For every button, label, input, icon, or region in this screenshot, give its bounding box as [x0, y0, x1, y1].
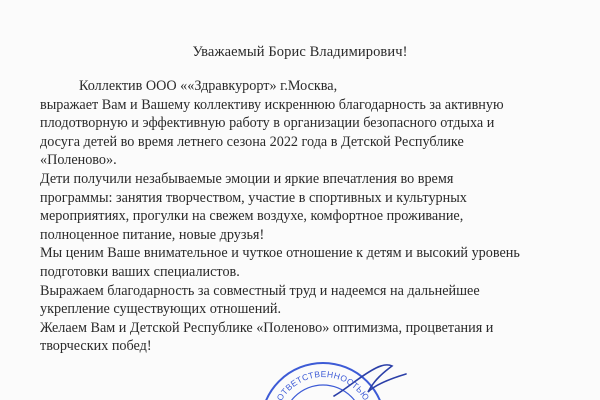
body-line: Выражаем благодарность за совместный труд и надеемся на дальнейшее: [40, 282, 480, 299]
body-line: выражает Вам и Вашему коллективу искреннюю благодарность за активную: [40, 96, 504, 113]
salutation: Уважаемый Борис Владимирович!: [192, 44, 408, 60]
body-line: творческих побед!: [40, 338, 152, 355]
body-line: программы: занятия творчеством, участие в спортивных и культурных: [40, 189, 467, 206]
body-line: подготовки ваших специалистов.: [40, 263, 240, 280]
signature: [330, 362, 410, 400]
body-line: Желаем Вам и Детской Республике «Поленово» оптимизма, процветания и: [40, 319, 494, 336]
body-line: мероприятиях, прогулки на свежем воздухе, комфортное проживание,: [40, 208, 464, 225]
body-line: полноценное питание, новые друзья!: [40, 226, 265, 243]
stamp-text: ОТВЕТСТВЕННОСТЬЮ: [274, 368, 372, 400]
body-line: Коллектив ООО ««Здравкурорт» г.Москва,: [79, 78, 338, 94]
body-line: Мы ценим Ваше внимательное и чуткое отношение к детям и высокий уровень: [40, 245, 520, 262]
body-line: «Поленово».: [40, 152, 117, 169]
body-line: укрепление существующих отношений.: [40, 301, 282, 318]
body-line: досуга детей во время летнего сезона 2022 года в Детской Республике: [40, 133, 464, 150]
body-line: плодотворную и эффективную работу в организации безопасного отдыха и: [40, 115, 495, 132]
letter-body: [40, 77, 560, 356]
body-line: Дети получили незабываемые эмоции и яркие впечатления во время: [40, 170, 454, 187]
